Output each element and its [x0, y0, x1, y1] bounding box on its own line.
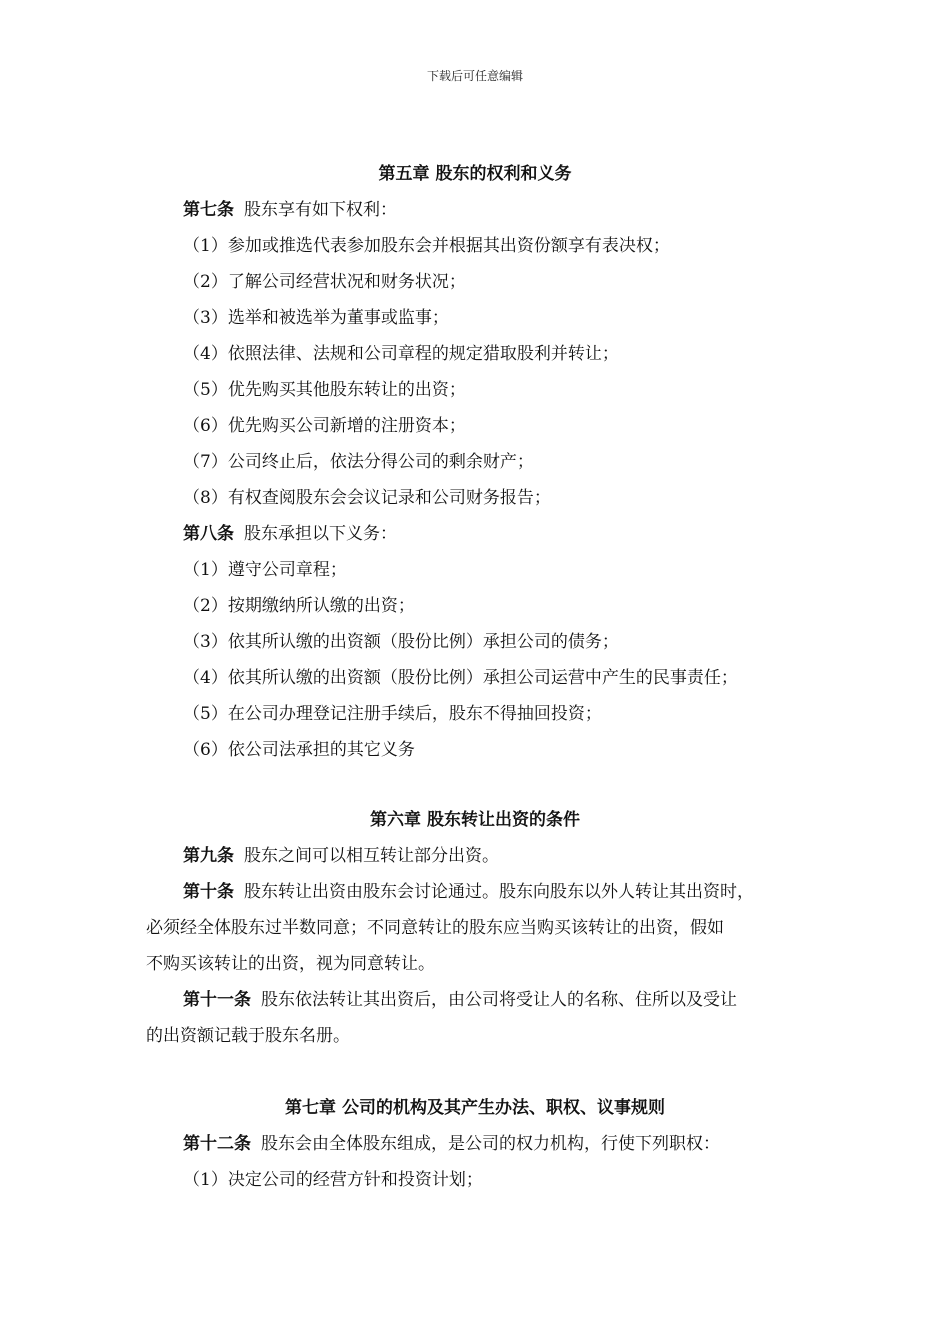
article-text-continuation: 必须经全体股东过半数同意；不同意转让的股东应当购买该转让的出资，假如	[146, 918, 724, 938]
article-text: 股东承担以下义务：	[244, 524, 397, 544]
list-item: （4）依其所认缴的出资额（股份比例）承担公司运营中产生的民事责任；	[183, 668, 738, 688]
article-label: 第十二条	[183, 1134, 251, 1154]
article-text: 股东会由全体股东组成，是公司的权力机构，行使下列职权：	[261, 1134, 720, 1154]
article-text: 股东之间可以相互转让部分出资。	[244, 846, 499, 866]
list-item: （1）遵守公司章程；	[183, 560, 347, 580]
article-text: 股东享有如下权利：	[244, 200, 397, 220]
article-label: 第七条	[183, 200, 234, 220]
list-item: （5）在公司办理登记注册手续后，股东不得抽回投资；	[183, 704, 602, 724]
header-note: 下载后可任意编辑	[426, 69, 523, 83]
article-text-continuation: 的出资额记载于股东名册。	[146, 1026, 350, 1046]
article-label: 第十条	[183, 882, 234, 902]
article-label: 第十一条	[183, 990, 251, 1010]
article-text: 股东依法转让其出资后，由公司将受让人的名称、住所以及受让	[261, 990, 737, 1010]
list-item: （5）优先购买其他股东转让的出资；	[183, 380, 466, 400]
article-text: 股东转让出资由股东会讨论通过。股东向股东以外人转让其出资时，	[244, 882, 754, 902]
article-12	[183, 1133, 720, 1155]
chapter-title: 第五章 股东的权利和义务	[378, 164, 572, 184]
article-7	[183, 199, 397, 221]
list-item: （6）依公司法承担的其它义务	[183, 740, 415, 760]
list-item: （3）选举和被选举为董事或监事；	[183, 308, 449, 328]
article-11	[183, 989, 737, 1011]
article-label: 第九条	[183, 846, 234, 866]
article-9	[183, 845, 499, 867]
article-8	[183, 523, 397, 545]
list-item: （2）按期缴纳所认缴的出资；	[183, 596, 415, 616]
list-item: （8）有权查阅股东会会议记录和公司财务报告；	[183, 488, 551, 508]
list-item: （7）公司终止后，依法分得公司的剩余财产；	[183, 452, 534, 472]
list-item: （1）决定公司的经营方针和投资计划；	[183, 1170, 483, 1190]
list-item: （3）依其所认缴的出资额（股份比例）承担公司的债务；	[183, 632, 619, 652]
list-item: （1）参加或推选代表参加股东会并根据其出资份额享有表决权；	[183, 236, 670, 256]
list-item: （6）优先购买公司新增的注册资本；	[183, 416, 466, 436]
chapter-title: 第七章 公司的机构及其产生办法、职权、议事规则	[285, 1098, 665, 1118]
article-label: 第八条	[183, 524, 234, 544]
list-item: （4）依照法律、法规和公司章程的规定猎取股利并转让；	[183, 344, 619, 364]
chapter-title: 第六章 股东转让出资的条件	[370, 810, 580, 830]
list-item: （2）了解公司经营状况和财务状况；	[183, 272, 466, 292]
article-text-continuation: 不购买该转让的出资，视为同意转让。	[146, 954, 435, 974]
article-10	[183, 881, 754, 903]
